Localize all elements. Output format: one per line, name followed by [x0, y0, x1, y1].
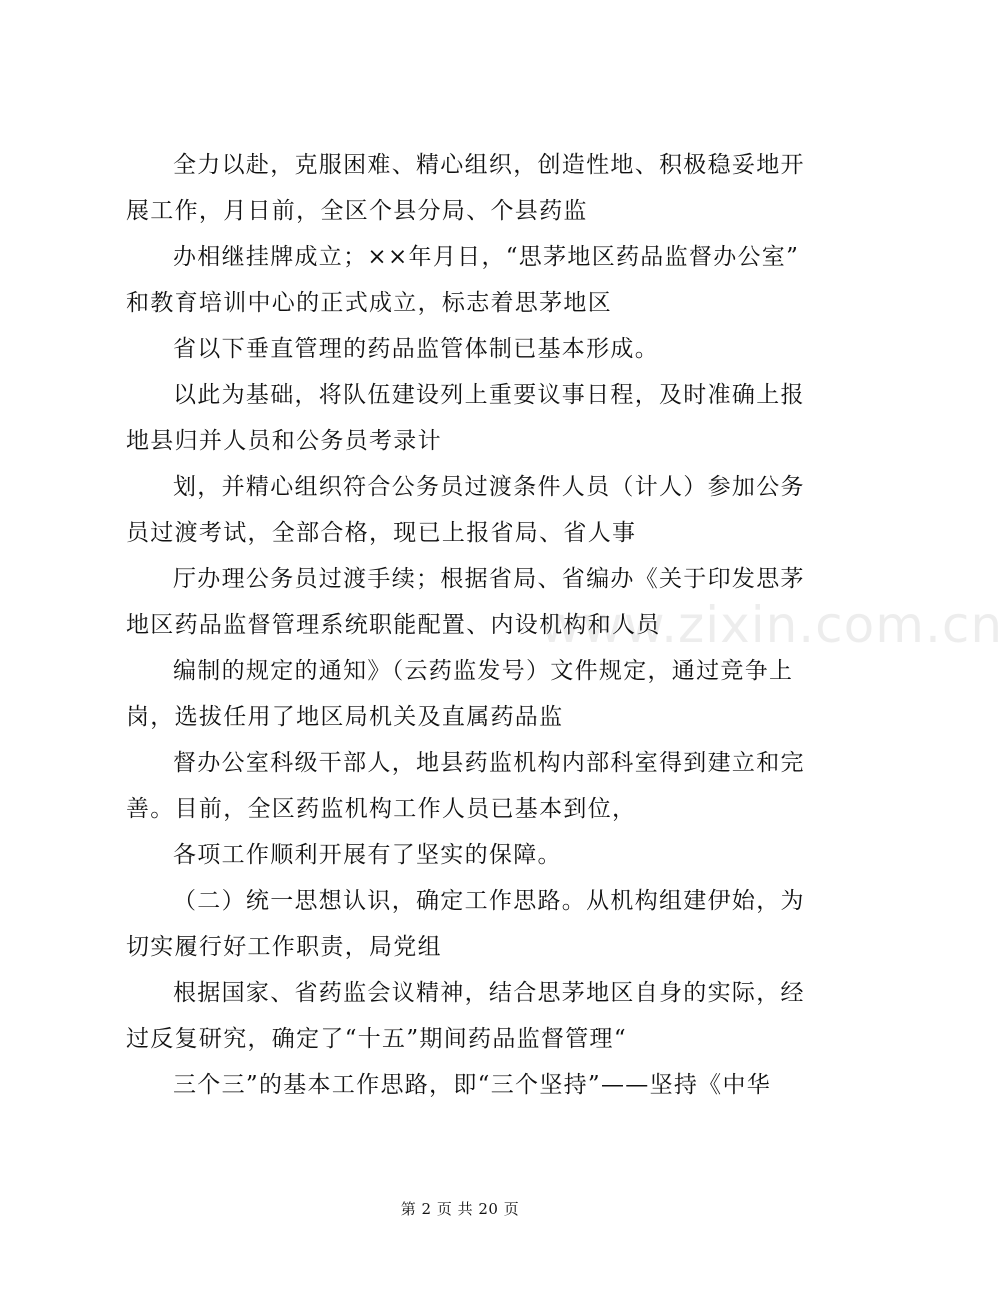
text-line: 过反复研究，确定了“十五”期间药品监督管理“	[126, 1026, 627, 1052]
text-line: 岗，选拔任用了地区局机关及直属药品监	[126, 704, 564, 730]
paragraph	[126, 464, 806, 556]
page-indicator: 第 2 页 共 20 页	[400, 1200, 520, 1218]
text-line: 根据国家、省药监会议精神，结合思茅地区自身的实际，经	[173, 980, 805, 1006]
watermark: www.zixin.com.cn	[540, 596, 1003, 654]
text-line: 督办公室科级干部人，地县药监机构内部科室得到建立和完	[173, 750, 805, 776]
text-line: 省以下垂直管理的药品监管体制已基本形成。	[173, 336, 659, 362]
text-line: 地区药品监督管理系统职能配置、内设机构和人员	[126, 612, 661, 638]
text-line: 以此为基础，将队伍建设列上重要议事日程，及时准确上报	[173, 382, 805, 408]
paragraph	[126, 832, 806, 878]
paragraph	[126, 234, 806, 326]
text-line: 切实履行好工作职责，局党组	[126, 934, 442, 960]
paragraph	[126, 326, 806, 372]
text-line: 办相继挂牌成立；××年月日，“思茅地区药品监督办公室”	[173, 244, 800, 270]
text-line: 员过渡考试，全部合格，现已上报省局、省人事	[126, 520, 637, 546]
page-footer	[0, 1198, 920, 1219]
text-line: 编制的规定的通知》（云药监发号）文件规定，通过竞争上	[173, 658, 794, 684]
text-line: 划，并精心组织符合公务员过渡条件人员（计人）参加公务	[173, 474, 805, 500]
paragraph	[126, 1062, 806, 1108]
paragraph	[126, 142, 806, 234]
text-line: 善。目前，全区药监机构工作人员已基本到位，	[126, 796, 637, 822]
text-line: 展工作，月日前，全区个县分局、个县药监	[126, 198, 588, 224]
paragraph	[126, 556, 806, 648]
text-line: 和教育培训中心的正式成立，标志着思茅地区	[126, 290, 612, 316]
paragraph	[126, 970, 806, 1062]
document-body	[126, 142, 806, 1108]
paragraph	[126, 372, 806, 464]
text-line: 三个三”的基本工作思路，即“三个坚持”——坚持《中华	[173, 1072, 772, 1098]
paragraph	[126, 878, 806, 970]
paragraph	[126, 648, 806, 740]
text-line: 全力以赴，克服困难、精心组织，创造性地、积极稳妥地开	[173, 152, 805, 178]
text-line: 各项工作顺利开展有了坚实的保障。	[173, 842, 562, 868]
text-line: （二）统一思想认识，确定工作思路。从机构组建伊始，为	[173, 888, 805, 914]
text-line: 厅办理公务员过渡手续；根据省局、省编办《关于印发思茅	[173, 566, 805, 592]
paragraph	[126, 740, 806, 832]
text-line: 地县归并人员和公务员考录计	[126, 428, 442, 454]
